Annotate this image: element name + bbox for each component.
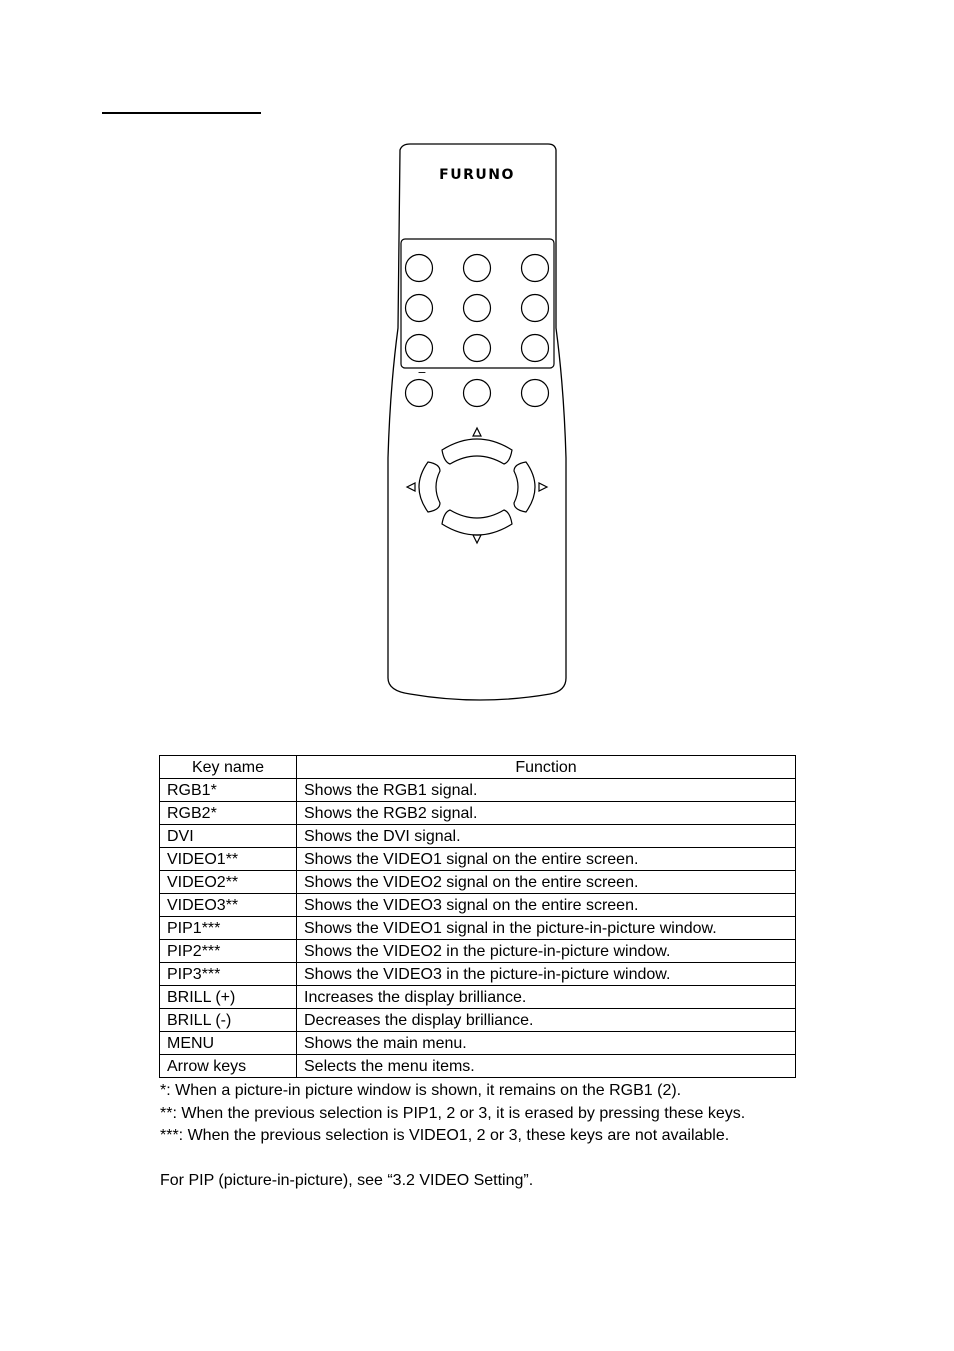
- function-cell: Shows the RGB2 signal.: [297, 802, 796, 825]
- key-name-cell: PIP3***: [160, 963, 297, 986]
- key-name-cell: BRILL (+): [160, 986, 297, 1009]
- brand-logo: FURUNO: [439, 167, 515, 183]
- key-name-cell: BRILL (-): [160, 1009, 297, 1032]
- left-triangle-icon: [407, 483, 415, 491]
- arrow-key-right[interactable]: [514, 462, 535, 512]
- remote-key-9[interactable]: [522, 335, 549, 362]
- key-function-table: [159, 755, 796, 1078]
- remote-key-6[interactable]: [522, 295, 549, 322]
- remote-key-3[interactable]: [522, 255, 549, 282]
- remote-key-4[interactable]: [406, 295, 433, 322]
- footnotes: [160, 1080, 745, 1148]
- remote-key-11[interactable]: [464, 380, 491, 407]
- table-row: [160, 802, 796, 825]
- table-row: [160, 1009, 796, 1032]
- down-triangle-icon: [473, 535, 481, 543]
- table-row: [160, 917, 796, 940]
- arrow-key-left[interactable]: [419, 462, 440, 512]
- table-row: [160, 940, 796, 963]
- function-cell: Shows the main menu.: [297, 1032, 796, 1055]
- key-name-cell: PIP1***: [160, 917, 297, 940]
- key-name-cell: DVI: [160, 825, 297, 848]
- function-cell: Shows the VIDEO1 signal on the entire screen.: [297, 848, 796, 871]
- remote-key-12[interactable]: [522, 380, 549, 407]
- table-row: [160, 825, 796, 848]
- function-cell: Shows the VIDEO3 signal on the entire screen.: [297, 894, 796, 917]
- heading-underline: [102, 112, 261, 114]
- remote-key-7[interactable]: [406, 335, 433, 362]
- arrow-key-up[interactable]: [442, 439, 512, 464]
- table-row: [160, 871, 796, 894]
- key-name-cell: Arrow keys: [160, 1055, 297, 1078]
- function-cell: Increases the display brilliance.: [297, 986, 796, 1009]
- key-name-cell: VIDEO2**: [160, 871, 297, 894]
- right-triangle-icon: [539, 483, 547, 491]
- key-name-cell: VIDEO1**: [160, 848, 297, 871]
- function-cell: Shows the VIDEO1 signal in the picture-in-picture window.: [297, 917, 796, 940]
- keypad-group: [401, 239, 554, 368]
- key-name-cell: VIDEO3**: [160, 894, 297, 917]
- key-name-cell: MENU: [160, 1032, 297, 1055]
- table-row: [160, 963, 796, 986]
- remote-control-illustration: [380, 138, 580, 708]
- key-name-cell: RGB2*: [160, 802, 297, 825]
- remote-body: [388, 144, 566, 700]
- key-name-cell: RGB1*: [160, 779, 297, 802]
- table-row: [160, 894, 796, 917]
- function-cell: Shows the RGB1 signal.: [297, 779, 796, 802]
- function-cell: Shows the VIDEO2 signal on the entire screen.: [297, 871, 796, 894]
- table-row: [160, 986, 796, 1009]
- arrow-key-down[interactable]: [442, 510, 512, 535]
- up-triangle-icon: [473, 428, 481, 436]
- footnote-triple-asterisk: ***: When the previous selection is VIDEO1, 2 or 3, these keys are not available.: [160, 1127, 730, 1144]
- see-also-note: For PIP (picture-in-picture), see “3.2 VIDEO Setting”.: [160, 1172, 534, 1189]
- arrow-pad: [407, 428, 547, 543]
- function-cell: Shows the DVI signal.: [297, 825, 796, 848]
- remote-key-5[interactable]: [464, 295, 491, 322]
- remote-key-2[interactable]: [464, 255, 491, 282]
- function-cell: Shows the VIDEO2 in the picture-in-picture window.: [297, 940, 796, 963]
- footnote-double-asterisk: **: When the previous selection is PIP1, 2 or 3, it is erased by pressing these keys.: [160, 1104, 746, 1122]
- remote-key-1[interactable]: [406, 255, 433, 282]
- table-row: [160, 1055, 796, 1078]
- function-cell: Shows the VIDEO3 in the picture-in-picture window.: [297, 963, 796, 986]
- header-function: Function: [297, 756, 796, 779]
- remote-key-8[interactable]: [464, 335, 491, 362]
- key-name-cell: PIP2***: [160, 940, 297, 963]
- table-row: [160, 848, 796, 871]
- header-key-name: Key name: [160, 756, 297, 779]
- function-cell: Selects the menu items.: [297, 1055, 796, 1078]
- function-cell: Decreases the display brilliance.: [297, 1009, 796, 1032]
- footnote-single-asterisk: *: When a picture-in picture window is shown, it remains on the RGB1 (2).: [160, 1082, 682, 1099]
- table-row: [160, 1032, 796, 1055]
- table-header-row: [160, 756, 796, 779]
- remote-key-10[interactable]: [406, 380, 433, 407]
- table-row: [160, 779, 796, 802]
- brill-minus-mark: −: [417, 366, 427, 379]
